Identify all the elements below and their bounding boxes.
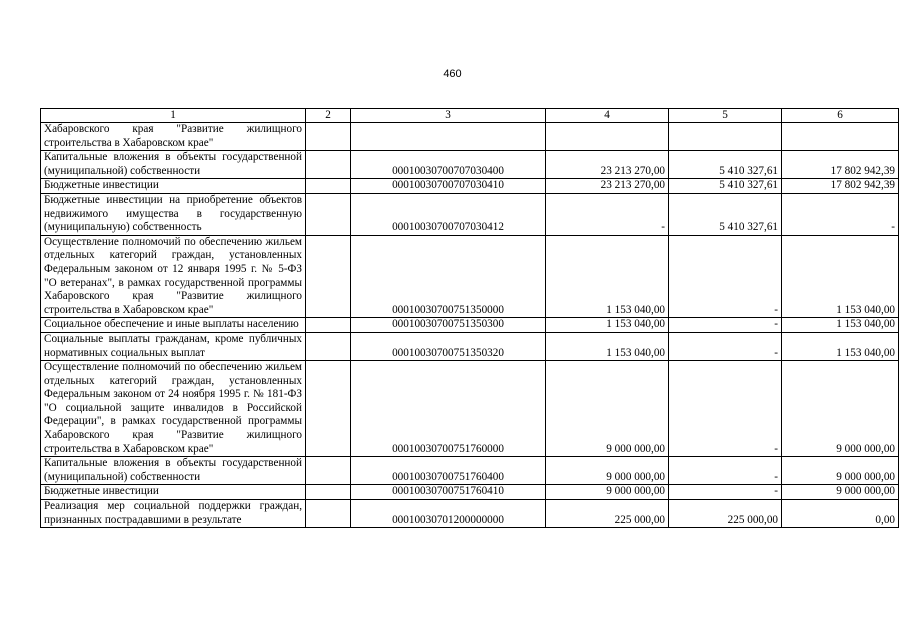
row-name: Капитальные вложения в объекты государственной (муниципальной) собственности [41,151,306,179]
row-col2 [306,500,351,528]
row-value-6: 17 802 942,39 [782,179,899,194]
row-value-4: 9 000 000,00 [546,361,669,457]
row-name: Социальные выплаты гражданам, кроме публичных нормативных социальных выплат [41,332,306,360]
table-header-row [41,109,899,123]
row-code: 00010030700707030410 [351,179,546,194]
row-value-4: 225 000,00 [546,500,669,528]
row-name: Осуществление полномочий по обеспечению жильем отдельных категорий граждан, установленных Федеральным законом от 12 января 1995 г. № 5-ФЗ "О ветеранах", в рамках государственной программы Хабаровского края "Развитие жилищного строительства в Хабаровском крае" [41,235,306,318]
column-header-4: 4 [546,109,669,123]
table-row [41,457,899,485]
row-col2 [306,332,351,360]
row-value-6: - [782,193,899,235]
row-code: 00010030701200000000 [351,500,546,528]
column-header-1: 1 [41,109,306,123]
column-header-2: 2 [306,109,351,123]
row-value-5: - [669,332,782,360]
row-col2 [306,318,351,333]
table-row [41,235,899,318]
table-row [41,193,899,235]
row-value-5: - [669,235,782,318]
row-value-5 [669,123,782,151]
row-value-6: 1 153 040,00 [782,235,899,318]
row-code: 00010030700751760000 [351,361,546,457]
row-value-5: - [669,318,782,333]
row-code: 00010030700751760410 [351,485,546,500]
row-col2 [306,361,351,457]
row-value-5: 5 410 327,61 [669,151,782,179]
row-value-6: 9 000 000,00 [782,361,899,457]
column-header-5: 5 [669,109,782,123]
row-value-4: 1 153 040,00 [546,332,669,360]
row-code: 00010030700751350000 [351,235,546,318]
row-value-4: 1 153 040,00 [546,318,669,333]
row-code: 00010030700707030400 [351,151,546,179]
table-row [41,179,899,194]
row-name: Осуществление полномочий по обеспечению жильем отдельных категорий граждан, установленных Федеральным законом от 24 ноября 1995 г. № 181-ФЗ "О социальной защите инвалидов в Российской Федерации", в рамках государственной программы Хабаровского края "Развитие жилищного строительства в Хабаровском крае" [41,361,306,457]
budget-table [40,108,899,528]
page-number: 460 [443,68,462,80]
row-value-5: 5 410 327,61 [669,179,782,194]
row-value-6 [782,123,899,151]
row-value-4 [546,123,669,151]
row-name: Реализация мер социальной поддержки граждан, признанных пострадавшими в результате [41,500,306,528]
column-header-3: 3 [351,109,546,123]
row-code: 00010030700751350320 [351,332,546,360]
row-value-6: 17 802 942,39 [782,151,899,179]
row-value-5: 225 000,00 [669,500,782,528]
row-value-5: - [669,361,782,457]
row-value-5: - [669,485,782,500]
row-value-4: - [546,193,669,235]
table-row [41,485,899,500]
row-value-6: 0,00 [782,500,899,528]
row-value-6: 1 153 040,00 [782,332,899,360]
row-value-4: 23 213 270,00 [546,179,669,194]
row-col2 [306,235,351,318]
table-row [41,151,899,179]
row-value-5: 5 410 327,61 [669,193,782,235]
row-col2 [306,151,351,179]
row-value-4: 9 000 000,00 [546,485,669,500]
row-code: 00010030700751760400 [351,457,546,485]
row-name: Социальное обеспечение и иные выплаты населению [41,318,306,333]
row-value-6: 9 000 000,00 [782,485,899,500]
table-row [41,361,899,457]
row-col2 [306,193,351,235]
row-value-4: 1 153 040,00 [546,235,669,318]
row-value-6: 1 153 040,00 [782,318,899,333]
table-row [41,500,899,528]
row-name: Бюджетные инвестиции [41,179,306,194]
row-col2 [306,457,351,485]
row-col2 [306,485,351,500]
row-value-5: - [669,457,782,485]
row-col2 [306,179,351,194]
row-name: Хабаровского края "Развитие жилищного строительства в Хабаровском крае" [41,123,306,151]
row-value-4: 9 000 000,00 [546,457,669,485]
row-code: 00010030700751350300 [351,318,546,333]
row-value-4: 23 213 270,00 [546,151,669,179]
row-name: Капитальные вложения в объекты государственной (муниципальной) собственности [41,457,306,485]
table-row [41,123,899,151]
row-value-6: 9 000 000,00 [782,457,899,485]
row-name: Бюджетные инвестиции на приобретение объектов недвижимого имущества в государственную (муниципальную) собственность [41,193,306,235]
row-code: 00010030700707030412 [351,193,546,235]
column-header-6: 6 [782,109,899,123]
row-code [351,123,546,151]
table-row [41,318,899,333]
row-col2 [306,123,351,151]
table-row [41,332,899,360]
row-name: Бюджетные инвестиции [41,485,306,500]
